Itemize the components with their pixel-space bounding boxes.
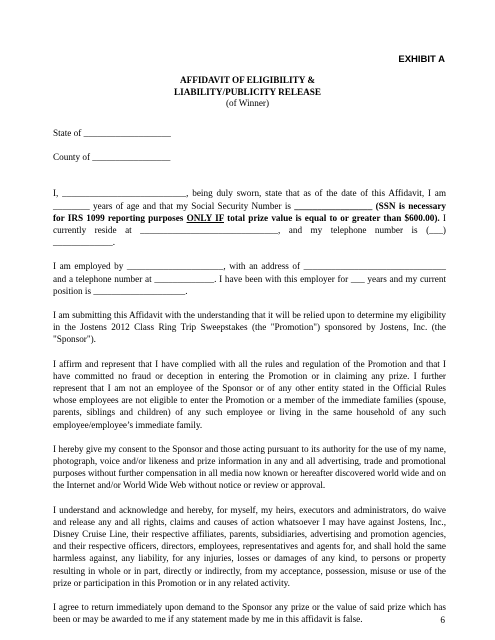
compliance-paragraph: I affirm and represent that I have complied with all the rules and regulation of the Promotion and that I have committed no fraud or deception in entering the Promotion or in claiming any prize. I further represent that I am not an employee of the Sponsor or of any other entity stated in the Official Rules whose employees are not eligible to enter the Promotion or a member of the immediate families (spouse, parents, siblings and children) of any such employee or living in the same household of any such employee/employee’s immediate family.	[53, 358, 446, 430]
return-paragraph: I agree to return immediately upon demand to the Sponsor any prize or the value of said prize which has been or may be awarded to me if any statement made by me in this affidavit is false.	[53, 602, 446, 625]
county-field: County of _________________	[53, 152, 171, 163]
identity-text-1: I, ___________________________, being duly sworn, state that as of the date of this Affidavit, I am ________ years of age and that my Social Security Number is	[53, 188, 446, 211]
state-field: State of ___________________	[53, 128, 171, 138]
ssn-note-only-if: ONLY IF	[186, 212, 224, 223]
identity-paragraph	[53, 187, 446, 248]
document-body	[53, 127, 446, 626]
release-paragraph: I understand and acknowledge and hereby, for myself, my heirs, executors and administrators, do waive and release any and all rights, claims and causes of action whatsoever I may have against Jostens, Inc., Disney Cruise Line, their respective affiliates, parents, subsidiaries, advertising and promotion agencies, and their respective officers, directors, employees, representatives and agents for, and shall hold the same harmless against, any liability, for any injuries, losses or damages of any kind, to persons or property resulting in whole or in part, directly or indirectly, from my acceptance, possession, misuse or use of the prize or participation in this Promotion or in any related activity.	[53, 504, 446, 588]
ssn-note-2: total prize value is equal to or greater than $600.00).	[223, 212, 440, 223]
employment-paragraph: I am employed by _____________________, with an address of _______________________________ and a telephone number at _____________. I have been with this employer for ___ years and my current position is ____________________.	[53, 261, 446, 296]
submission-paragraph: I am submitting this Affidavit with the understanding that it will be relied upon to determine my eligibility in the Jostens 2012 Class Ring Trip Sweepstakes (the "Promotion") sponsored by Jostens, Inc. (the "Sponsor").	[53, 310, 446, 345]
document-title	[0, 75, 495, 110]
title-line-1: AFFIDAVIT OF ELIGIBILITY &	[179, 75, 316, 85]
title-subtitle: (of Winner)	[225, 98, 270, 108]
exhibit-label: EXHIBIT A	[398, 54, 445, 65]
ssn-blank: _________________	[294, 200, 373, 211]
title-line-2: LIABILITY/PUBLICITY RELEASE	[174, 86, 321, 97]
ssn-note-1: (SSN is necessary for IRS 1099 reporting purposes	[53, 200, 446, 223]
consent-paragraph: I hereby give my consent to the Sponsor and those acting pursuant to its authority for the use of my name, photograph, voice and/or likeness and prize information in any and all advertising, trade and promotional purposes without further compensation in all media now known or hereafter discovered world wide and on the Internet and/or World Wide Web without notice or review or approval.	[53, 443, 446, 491]
page-number: 6	[440, 615, 445, 625]
identity-text-2: I currently reside at ______________________________, and my telephone number is (___) _____________.	[53, 212, 446, 248]
